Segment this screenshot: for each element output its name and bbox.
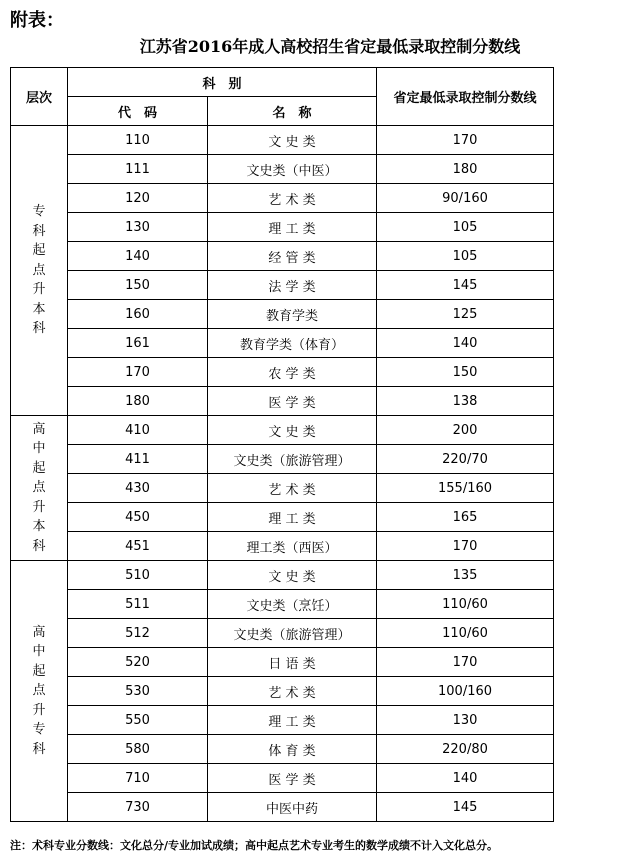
table-row (11, 677, 554, 706)
level-header: 层次 (11, 68, 68, 126)
name-cell: 文 史 类 (208, 416, 377, 445)
table-row (11, 735, 554, 764)
code-cell: 160 (68, 300, 208, 329)
code-cell: 520 (68, 648, 208, 677)
table-row (11, 764, 554, 793)
score-cell: 135 (377, 561, 554, 590)
footnote: 注：术科专业分数线：文化总分/专业加试成绩；高中起点艺术专业考生的数学成绩不计入文化总分。 (10, 839, 499, 852)
table-row (11, 242, 554, 271)
name-cell: 经 管 类 (208, 242, 377, 271)
code-cell: 550 (68, 706, 208, 735)
code-cell: 512 (68, 619, 208, 648)
score-cell: 170 (377, 532, 554, 561)
level-cell (11, 561, 68, 822)
table-row (11, 155, 554, 184)
name-cell: 理 工 类 (208, 213, 377, 242)
code-cell: 730 (68, 793, 208, 822)
score-cell: 100/160 (377, 677, 554, 706)
name-cell: 农 学 类 (208, 358, 377, 387)
table-row (11, 445, 554, 474)
table-row (11, 590, 554, 619)
score-cell: 145 (377, 271, 554, 300)
name-cell: 艺 术 类 (208, 677, 377, 706)
name-cell: 文 史 类 (208, 126, 377, 155)
score-cell: 140 (377, 329, 554, 358)
level-label: 高中起点升本科 (32, 421, 46, 554)
name-cell: 体 育 类 (208, 735, 377, 764)
code-cell: 430 (68, 474, 208, 503)
score-cell: 180 (377, 155, 554, 184)
level-label: 专科起点升本科 (32, 204, 46, 337)
code-cell: 530 (68, 677, 208, 706)
table-row (11, 474, 554, 503)
table-row (11, 271, 554, 300)
table-row (11, 213, 554, 242)
code-cell: 580 (68, 735, 208, 764)
score-cell: 140 (377, 764, 554, 793)
code-header: 代 码 (68, 97, 208, 126)
code-cell: 140 (68, 242, 208, 271)
code-cell: 410 (68, 416, 208, 445)
table-row (11, 648, 554, 677)
name-cell: 文史类（旅游管理） (208, 445, 377, 474)
table-row (11, 532, 554, 561)
code-cell: 120 (68, 184, 208, 213)
name-cell: 教育学类 (208, 300, 377, 329)
table-row (11, 329, 554, 358)
table-body (11, 126, 554, 822)
score-cell: 125 (377, 300, 554, 329)
table-row (11, 561, 554, 590)
score-cell: 165 (377, 503, 554, 532)
code-cell: 111 (68, 155, 208, 184)
score-cell: 220/70 (377, 445, 554, 474)
code-cell: 411 (68, 445, 208, 474)
table-row (11, 416, 554, 445)
score-cell: 220/80 (377, 735, 554, 764)
name-header: 名 称 (208, 97, 377, 126)
name-cell: 中医中药 (208, 793, 377, 822)
score-cell: 105 (377, 213, 554, 242)
score-cell: 200 (377, 416, 554, 445)
score-cell: 145 (377, 793, 554, 822)
name-cell: 艺 术 类 (208, 474, 377, 503)
name-cell: 文 史 类 (208, 561, 377, 590)
name-cell: 医 学 类 (208, 764, 377, 793)
table-row (11, 793, 554, 822)
subject-header: 科 别 (68, 68, 377, 97)
score-cell: 150 (377, 358, 554, 387)
code-cell: 150 (68, 271, 208, 300)
name-cell: 文史类（旅游管理） (208, 619, 377, 648)
table-row (11, 126, 554, 155)
code-cell: 710 (68, 764, 208, 793)
code-cell: 180 (68, 387, 208, 416)
code-cell: 451 (68, 532, 208, 561)
score-cell: 155/160 (377, 474, 554, 503)
score-cell: 90/160 (377, 184, 554, 213)
score-header: 省定最低录取控制分数线 (377, 68, 554, 126)
name-cell: 文史类（中医） (208, 155, 377, 184)
name-cell: 日 语 类 (208, 648, 377, 677)
name-cell: 艺 术 类 (208, 184, 377, 213)
score-table (10, 67, 554, 822)
name-cell: 理 工 类 (208, 503, 377, 532)
name-cell: 法 学 类 (208, 271, 377, 300)
table-row (11, 706, 554, 735)
score-cell: 105 (377, 242, 554, 271)
name-cell: 文史类（烹饪） (208, 590, 377, 619)
header-row (11, 68, 554, 97)
code-cell: 110 (68, 126, 208, 155)
score-cell: 130 (377, 706, 554, 735)
name-cell: 教育学类（体育） (208, 329, 377, 358)
table-row (11, 300, 554, 329)
score-cell: 110/60 (377, 619, 554, 648)
table-row (11, 358, 554, 387)
code-cell: 170 (68, 358, 208, 387)
code-cell: 511 (68, 590, 208, 619)
level-label: 高中起点升专科 (32, 624, 46, 757)
code-cell: 130 (68, 213, 208, 242)
name-cell: 医 学 类 (208, 387, 377, 416)
level-cell (11, 416, 68, 561)
document-title: 江苏省2016年成人高校招生省定最低录取控制分数线 (139, 37, 521, 56)
attachment-label: 附表： (10, 10, 64, 31)
table-row (11, 387, 554, 416)
name-cell: 理工类（西医） (208, 532, 377, 561)
score-cell: 170 (377, 648, 554, 677)
score-cell: 170 (377, 126, 554, 155)
score-cell: 138 (377, 387, 554, 416)
level-cell (11, 126, 68, 416)
name-cell: 理 工 类 (208, 706, 377, 735)
table-row (11, 184, 554, 213)
code-cell: 450 (68, 503, 208, 532)
table-row (11, 619, 554, 648)
table-row (11, 503, 554, 532)
score-cell: 110/60 (377, 590, 554, 619)
code-cell: 161 (68, 329, 208, 358)
code-cell: 510 (68, 561, 208, 590)
